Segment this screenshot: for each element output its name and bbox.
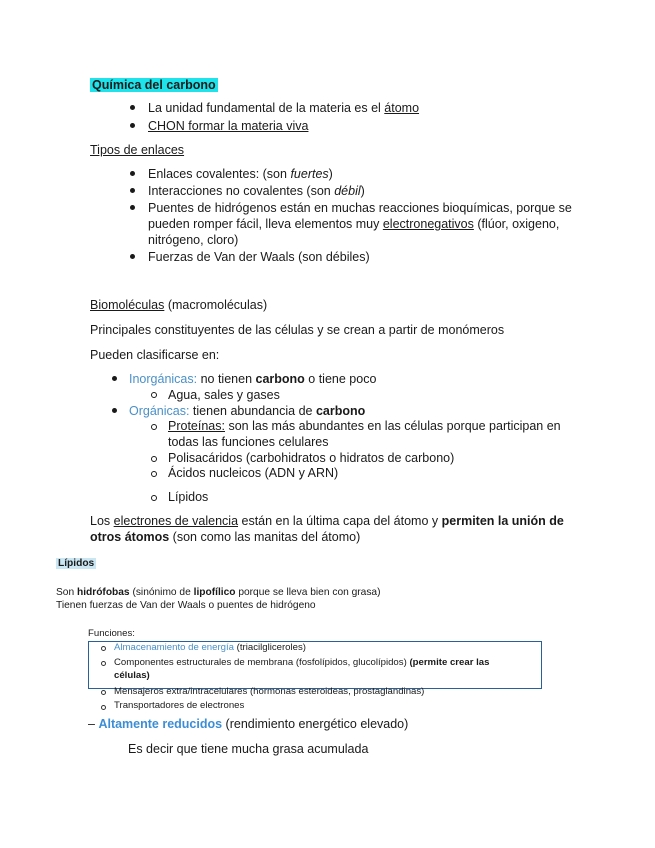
bullet-dot: [130, 105, 135, 110]
bullet-puentes-l2: pueden romper fácil, lleva elementos muy electronegativos (flúor, oxigeno,: [148, 217, 560, 231]
funcion-mensajeros: Mensajeros extra/intracelulares (hormonas esteroideas, prostaglandinas): [114, 686, 425, 697]
sub-bullet-ring: [101, 690, 106, 695]
bullet-covalentes: Enlaces covalentes: (son fuertes): [148, 167, 333, 181]
sub-bullet-ring: [101, 705, 106, 710]
sub-bullet-ring: [151, 392, 157, 398]
bullet-no-covalentes: Interacciones no covalentes (son débil): [148, 184, 365, 198]
bullet-van-der-waals: Fuerzas de Van der Waals (son débiles): [148, 250, 370, 264]
section-title-enlaces: Tipos de enlaces: [90, 143, 185, 157]
bullet-atomo: La unidad fundamental de la materia es el átomo: [148, 101, 420, 115]
sub-bullet-ring: [151, 424, 157, 430]
grasa-acumulada: Es decir que tiene mucha grasa acumulada: [128, 742, 369, 756]
bullet-dot: [130, 205, 135, 210]
bullet-dot: [130, 254, 135, 259]
altamente-reducidos: – Altamente reducidos (rendimiento energético elevado): [88, 717, 409, 731]
sub-bullet-proteinas-l2: todas las funciones celulares: [168, 435, 329, 449]
sub-bullet-lipidos: Lípidos: [168, 490, 209, 504]
bullet-dot: [130, 188, 135, 193]
bullet-inorganicas: Inorgánicas: no tienen carbono o tiene poco: [129, 372, 377, 386]
sub-bullet-ring: [151, 471, 157, 477]
sub-bullet-ring: [101, 661, 106, 666]
funcion-componentes-l2: células): [114, 670, 150, 681]
bullet-dot: [130, 123, 135, 128]
paragraph-valencia-l1: Los electrones de valencia están en la última capa del átomo y permiten la unión de: [90, 514, 564, 528]
paragraph-clasificarse: Pueden clasificarse en:: [90, 348, 220, 362]
funcion-componentes-l1: Componentes estructurales de membrana (fosfolípidos, glucolípidos) (permite crear las: [114, 657, 490, 668]
section-title-biomoleculas: Biomoléculas (macromoléculas): [90, 298, 268, 312]
bullet-dot: [112, 408, 117, 413]
funcion-transportadores: Transportadores de electrones: [114, 700, 245, 711]
sub-bullet-acidos: Ácidos nucleicos (ADN y ARN): [168, 466, 339, 480]
sub-bullet-ring: [101, 646, 106, 651]
sub-bullet-ring: [151, 495, 157, 501]
bullet-dot: [130, 171, 135, 176]
sub-bullet-proteinas-l1: Proteínas: son las más abundantes en las células porque participan en: [168, 419, 561, 433]
bullet-organicas: Orgánicas: tienen abundancia de carbono: [129, 404, 366, 418]
lipidos-line-1: Son hidrófobas (sinónimo de lipofílico porque se lleva bien con grasa): [56, 587, 381, 598]
sub-bullet-polisacaridos: Polisacáridos (carbohidratos o hidratos de carbono): [168, 451, 455, 465]
sub-bullet-agua: Agua, sales y gases: [168, 388, 280, 402]
section-title-lipidos: Lípidos: [58, 558, 95, 569]
sub-bullet-ring: [151, 456, 157, 462]
lipidos-line-2: Tienen fuerzas de Van der Waals o puentes de hidrógeno: [56, 600, 316, 611]
paragraph-valencia-l2: otros átomos (son como las manitas del átomo): [90, 530, 361, 544]
paragraph-constituyentes: Principales constituyentes de las células y se crean a partir de monómeros: [90, 323, 505, 337]
bullet-chon: CHON formar la materia viva: [148, 119, 309, 133]
bullet-dot: [112, 376, 117, 381]
funciones-title: Funciones:: [88, 628, 135, 639]
funcion-almacenamiento: Almacenamiento de energía (triacilgliceroles): [114, 642, 306, 653]
section-title-quimica: Química del carbono: [92, 78, 216, 92]
bullet-puentes-l3: nitrógeno, cloro): [148, 233, 239, 247]
bullet-puentes-l1: Puentes de hidrógenos están en muchas reacciones bioquímicas, porque se: [148, 201, 572, 215]
